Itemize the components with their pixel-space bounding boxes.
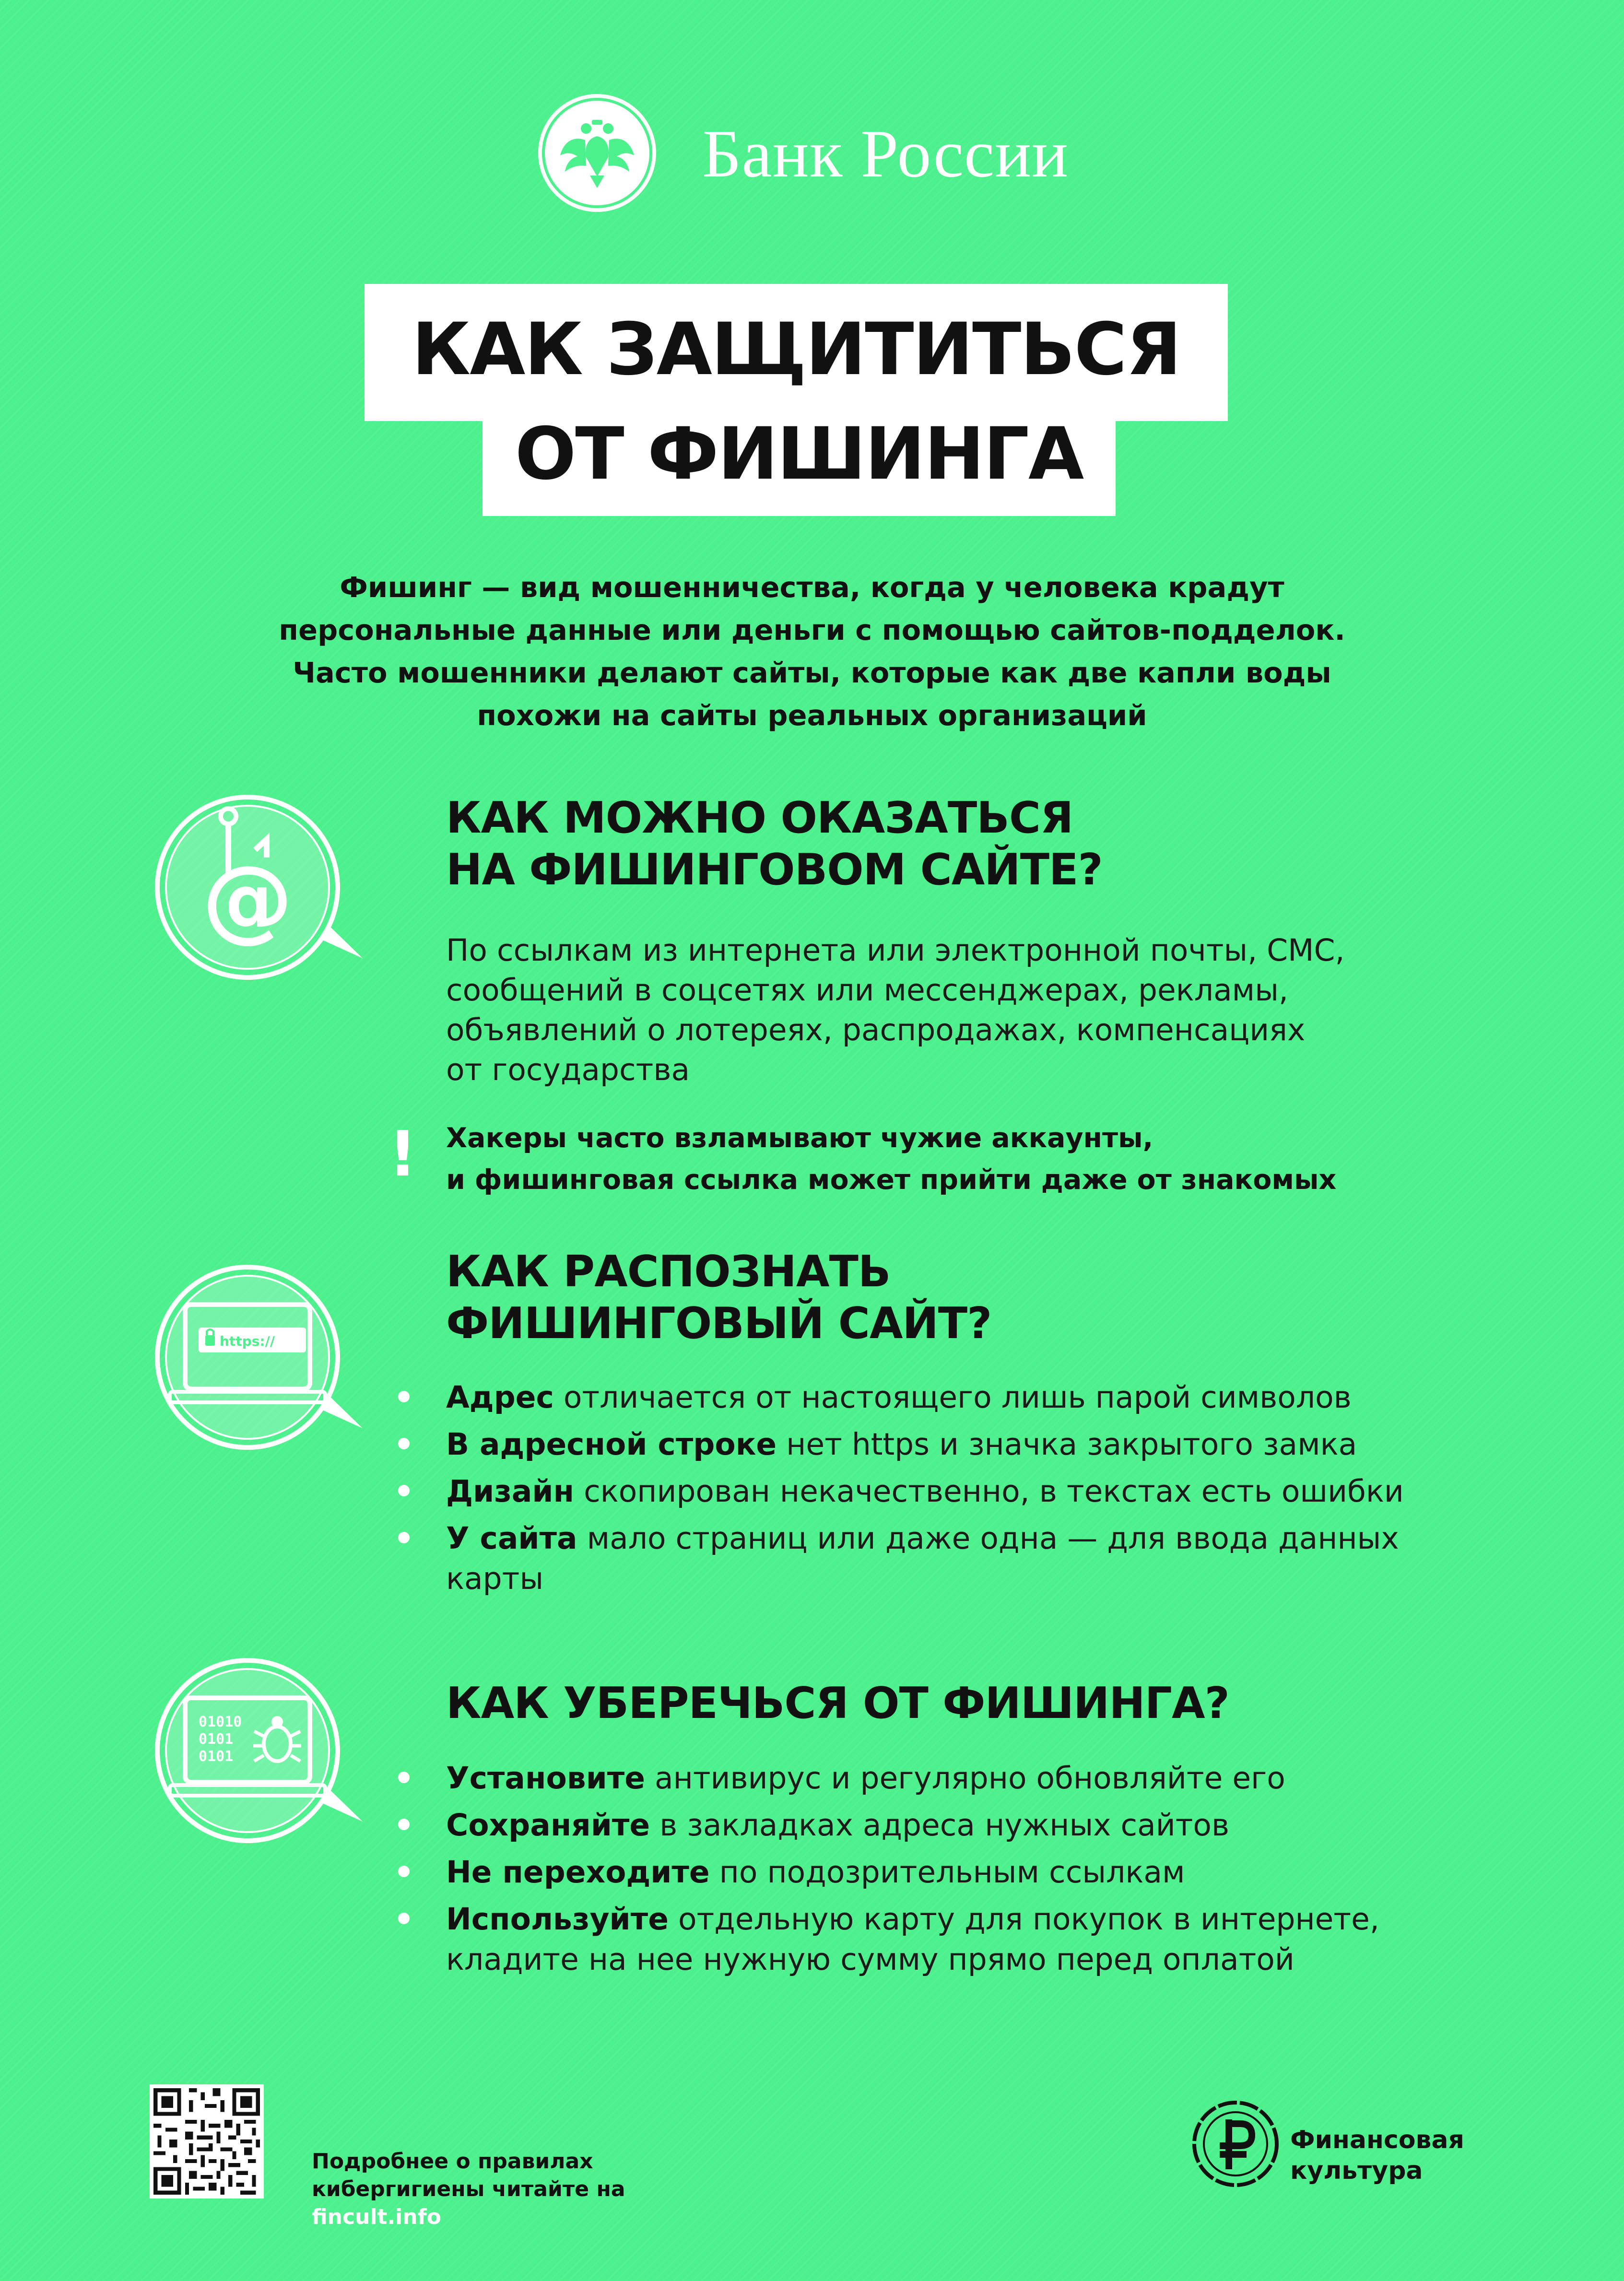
svg-text:@: @ bbox=[202, 846, 293, 952]
footer-note bbox=[312, 2148, 625, 2231]
svg-text:0101: 0101 bbox=[199, 1748, 234, 1765]
list-item: Дизайн скопирован некачественно, в текстах есть ошибки bbox=[446, 1471, 1501, 1512]
bullet-dot bbox=[398, 1532, 410, 1543]
bank-name: Банк России bbox=[702, 116, 1069, 191]
section1-body-line: По ссылкам из интернета или электронной почты, СМС, bbox=[446, 933, 1345, 968]
intro-paragraph bbox=[144, 566, 1480, 737]
section1-title-line-2: НА ФИШИНГОВОМ САЙТЕ? bbox=[446, 845, 1103, 895]
intro-line: Фишинг — вид мошенничества, когда у человека крадут bbox=[340, 571, 1284, 604]
bullet-dot bbox=[398, 1438, 410, 1449]
bullet-dot bbox=[398, 1772, 410, 1783]
page-title-line-1: КАК ЗАЩИТИТЬСЯ bbox=[412, 308, 1181, 391]
hook-at-icon bbox=[142, 787, 363, 988]
list-item: Установите антивирус и регулярно обновляйте его bbox=[446, 1758, 1501, 1799]
svg-text:01010: 01010 bbox=[199, 1714, 242, 1730]
bullet-dot bbox=[398, 1866, 410, 1877]
bullet-dot bbox=[398, 1913, 410, 1924]
page-title-line-2: ОТ ФИШИНГА bbox=[515, 412, 1083, 496]
ruble-clock-icon bbox=[1188, 2096, 1283, 2192]
fincult-line-1: Финансовая bbox=[1290, 2126, 1464, 2154]
list-item: Адрес отличается от настоящего лишь парой символов bbox=[446, 1377, 1501, 1418]
list-item: Сохраняйте в закладках адреса нужных сайтов bbox=[446, 1805, 1501, 1846]
qr-code[interactable] bbox=[150, 2084, 264, 2199]
svg-text:https://: https:// bbox=[220, 1333, 275, 1349]
intro-line: похожи на сайты реальных организаций bbox=[477, 699, 1147, 732]
intro-line: Часто мошенники делают сайты, которые как две капли воды bbox=[293, 656, 1331, 689]
section1-title bbox=[446, 792, 1103, 896]
exclamation-icon: ! bbox=[388, 1117, 417, 1190]
warning-note bbox=[446, 1117, 1336, 1201]
fincult-link[interactable]: fincult.info bbox=[312, 2205, 441, 2229]
bullet-dot bbox=[398, 1819, 410, 1830]
bank-eagle-logo bbox=[538, 94, 656, 212]
fincult-brand bbox=[1290, 2125, 1464, 2186]
intro-line: персональные данные или деньги с помощью сайтов-подделок. bbox=[279, 613, 1345, 647]
footer-line-1: Подробнее о правилах bbox=[312, 2149, 593, 2174]
section2-title bbox=[446, 1246, 991, 1350]
list-item: Используйте отдельную карту для покупок в интернете, кладите на нее нужную сумму прямо перед оплатой bbox=[446, 1899, 1501, 1980]
fincult-line-2: культура bbox=[1290, 2156, 1423, 2185]
section1-body bbox=[446, 930, 1345, 1090]
section2-title-line-1: КАК РАСПОЗНАТЬ bbox=[446, 1246, 891, 1297]
list-item: В адресной строке нет https и значка закрытого замка bbox=[446, 1424, 1501, 1465]
section2-list bbox=[446, 1377, 1501, 1606]
bullet-dot bbox=[398, 1485, 410, 1496]
laptop-https-icon bbox=[142, 1257, 363, 1458]
section2-title-line-2: ФИШИНГОВЫЙ САЙТ? bbox=[446, 1298, 992, 1349]
list-item: У сайта мало страниц или даже одна — для ввода данных карты bbox=[446, 1518, 1501, 1599]
section3-title: КАК УБЕРЕЧЬСЯ ОТ ФИШИНГА? bbox=[446, 1678, 1229, 1728]
list-item: Не переходите по подозрительным ссылкам bbox=[446, 1852, 1501, 1893]
bullet-dot bbox=[398, 1391, 410, 1402]
section1-body-line: от государства bbox=[446, 1052, 690, 1087]
svg-text:0101: 0101 bbox=[199, 1731, 234, 1748]
section3-list bbox=[446, 1758, 1501, 1987]
section1-body-line: объявлений о лотереях, распродажах, компенсациях bbox=[446, 1012, 1306, 1047]
laptop-virus-icon bbox=[142, 1650, 363, 1851]
warning-line: и фишинговая ссылка может прийти даже от знакомых bbox=[446, 1164, 1337, 1196]
section1-title-line-1: КАК МОЖНО ОКАЗАТЬСЯ bbox=[446, 793, 1073, 843]
section1-body-line: сообщений в соцсетях или мессенджерах, рекламы, bbox=[446, 973, 1288, 1008]
footer-line-2: кибергигиены читайте на fincult.info bbox=[312, 2175, 625, 2231]
warning-line: Хакеры часто взламывают чужие аккаунты, bbox=[446, 1122, 1153, 1154]
